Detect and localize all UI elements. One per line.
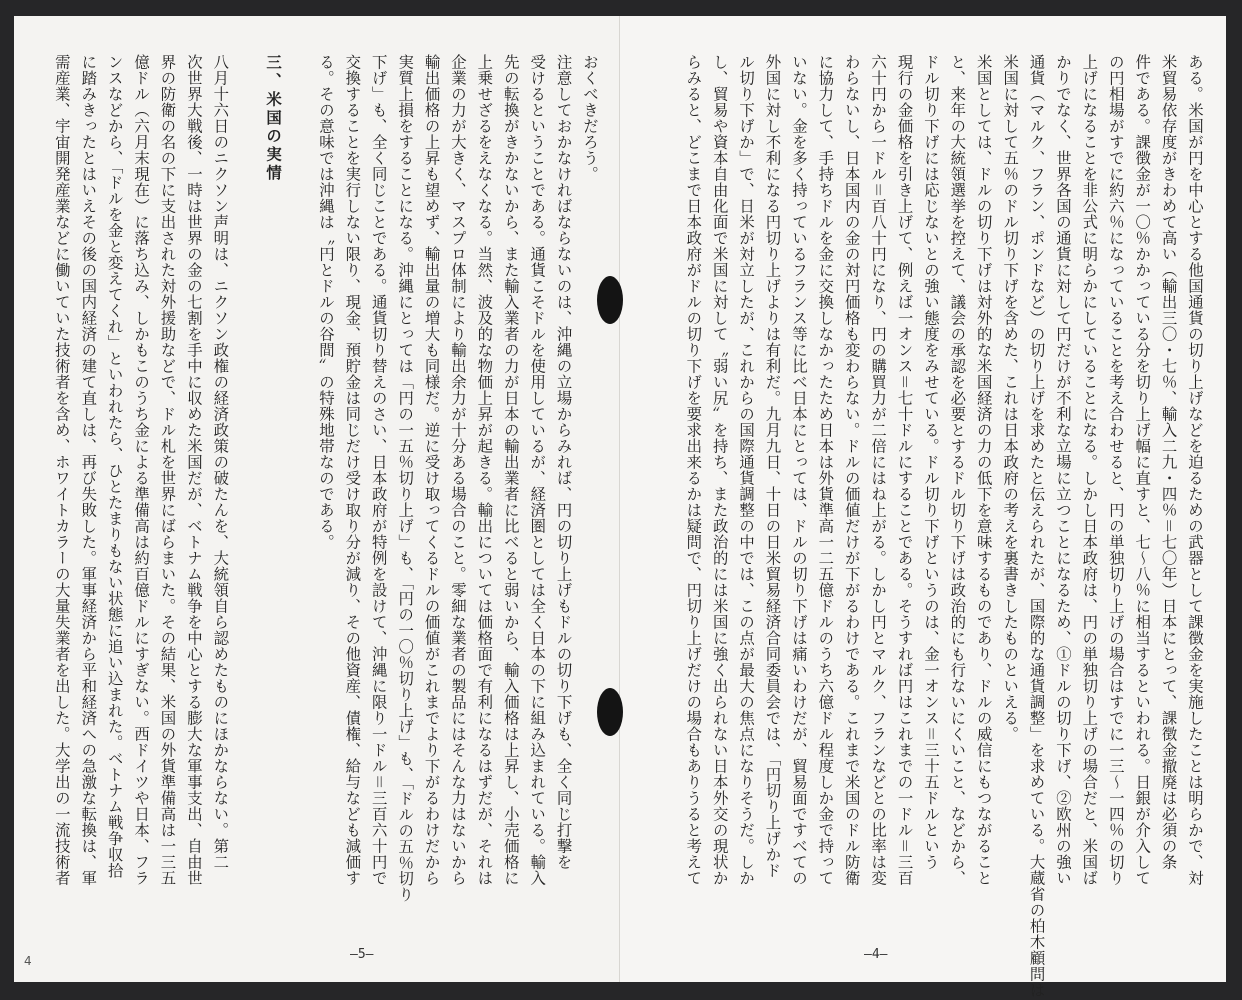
- binding-hole-bottom: [597, 688, 623, 736]
- text-column: に協力して、手持ちドルを金に交換しなかったため日本は外貨準高一二五億ドルのうち六億ドル程度しか金で持って: [816, 54, 835, 886]
- text-column: 上げになることを非公式に明らかにしていることになる。しかし日本政府は、円の単独切り上げの場合だと、米国ば: [1080, 54, 1099, 886]
- text-column: 受けるということである。通貨こそドルを使用しているが、経済圏としては全く日本の下に組み込まれている。輸入: [528, 54, 547, 886]
- text-column: 現行の金価格を引き上げて、例えば一オンス＝七十ドルにすることである。そうすれば円はこれまでの一ドル＝三百: [895, 54, 914, 886]
- text-column: に踏みきったとはいえその後の国内経済の建て直しは、再び失敗した。軍事経済から平和経済への急激な転換は、軍: [79, 54, 98, 886]
- text-column: 八月十六日のニクソン声明は、ニクソン政権の経済政策の破たんを、大統領自ら認めたものにほかならない。第二: [211, 54, 230, 870]
- text-column: らみると、どこまで日本政府がドルの切り下げを要求出来るかは疑問で、円切り上げだけの場合もありうると考えて: [684, 54, 703, 886]
- text-column: 交換することを実行しない限り、現金、預貯金は同じだけ受け取り分が減り、その他資産、債権、給与なども減価す: [343, 54, 362, 886]
- text-column: 米国としては、ドルの切り下げは対外的な米国経済の力の低下を意味するものであり、ドルの威信にもつながること: [974, 54, 993, 886]
- text-column: 億ドル（六月末現在）に落ち込み、しかもこのうち金による準備高は約百億ドルにすぎない。西ドイツや日本、フラ: [132, 54, 151, 886]
- text-column: 外国に対し不利になる円切り上げよりは有利だ。九月九日、十日の日米貿易経済合同委員会では、「円切り上げかド: [763, 54, 782, 879]
- section-heading: 三、米国の実情: [264, 54, 283, 183]
- text-column: 界の防衛の名の下に支出された対外援助などで、ドル札を世界にばらまいた。その結果、米国の外貨準備高は一三五: [158, 54, 177, 886]
- text-column: いない。金を多く持っているフランス等に比べ日本にとっては、ドルの切り下げは痛いわけだが、貿易面ですべての: [789, 54, 808, 886]
- page-5-body-text: [48, 54, 603, 903]
- text-column: 需産業、宇宙開発産業などに働いていた技術者を含め、ホワイトカラーの大量失業者を出した。大学出の一流技術者: [52, 54, 71, 886]
- page-4-body-text: [680, 54, 1208, 998]
- document-spread: [14, 16, 1226, 998]
- text-column: ンスなどから、「ドルを金と変えてくれ」といわれたら、ひとたまりもない状態に追い込まれた。ベトナム戦争収拾: [105, 54, 124, 879]
- text-column: 次世界大戦後、一時は世界の金の七割を手中に収めた米国だが、ベトナム戦争を中心とする膨大な軍事支出、自由世: [184, 54, 203, 886]
- page-number-4: —4—: [864, 947, 888, 962]
- text-column: 輸出価格の上昇も望めず、輸出量の増大も同様だ。逆に受け取ってくるドルの価値がこれまでより下がるわけだから: [422, 54, 441, 886]
- corner-handwritten-mark: 4: [24, 954, 32, 968]
- text-column: し、貿易や資本自由化面で米国に対して〝弱い尻〟を持ち、また政治的には米国に強く出られない日本外交の現状か: [710, 54, 729, 886]
- text-column: [233, 54, 259, 903]
- text-column: る。その意味では沖縄は〝円とドルの谷間〟の特殊地帯なのである。: [316, 54, 335, 550]
- text-column: おくべきだろう。: [581, 54, 599, 182]
- page-5: [14, 16, 620, 982]
- text-column: 六十円から一ドル＝百八十円になり、円の購買力が二倍にはね上がる。しかし円とマルク、フランなどとの比率は変: [869, 54, 888, 886]
- text-column: ドル切り下げには応じないとの強い態度をみせている。ドル切り下げというのは、金一オンス＝三十五ドルという: [921, 54, 940, 870]
- text-column: ル切り下げか」で、日米が対立したが、これからの国際通貨調整の中では、この点が最大の焦点になりそうだ。しか: [737, 54, 756, 886]
- text-column: [286, 54, 312, 903]
- text-column: かりでなく、世界各国の通貨に対して円だけが不利な立場に立つことになるため、①ドルの切り下げ、②欧州の強い: [1053, 54, 1072, 886]
- text-column: の円相場がすでに約六％になっていることを考え合わせると、円の単独切り上げの場合はすでに一三～一四％の切り: [1106, 54, 1125, 886]
- text-column: 米貿易依存度がきわめて高い（輸出三〇・七％、輸入二九・四％＝七〇年）日本にとって、課徴金撤廃は必須の条: [1159, 54, 1178, 870]
- text-column: 実質上損をすることになる。沖縄にとっては「円の一五％切り上げ」も、「円の一〇％切り上げ」も、「ドルの五％切り: [396, 54, 415, 903]
- page-4: [620, 16, 1226, 998]
- text-column: ある。米国が円を中心とする他国通貨の切り上げなどを迫るための武器として課徴金を実施したことは明らかで、対: [1186, 54, 1204, 886]
- page-number-5: —5—: [350, 947, 374, 962]
- text-column: 通貨（マルク、フラン、ポンドなど）の切り上げを求めたと伝えられたが、国際的な通貨調整」を求めている。大蔵省の柏木顧問は: [1027, 54, 1046, 998]
- text-column: 注意しておかなければならないのは、沖縄の立場からみれば、円の切り上げもドルの切り下げも、全く同じ打撃を: [554, 54, 573, 870]
- text-column: 下げ」も、全く同じことである。通貨切り替えのさい、日本政府が特例を設けて、沖縄に限り一ドル＝三百六十円で: [369, 54, 388, 886]
- text-column: 米国に対して五％のドル切り下げを含めた、これは日本政府の考えを裏書きしたものといえる。: [1001, 54, 1020, 742]
- text-column: わらないし、日本国内の金の対円価格も変わらない。ドルの価値だけが下がるわけである。これまで米国のドル防衛: [842, 54, 861, 886]
- binding-hole-top: [597, 276, 623, 324]
- text-column: 上乗せざるをえなくなる。当然、波及的な物価上昇が起きる。輸出については価格面で有利になるはずだが、それは: [475, 54, 494, 886]
- text-column: 先の転換がきかないから、また輸入業者の力が日本の輸出業者に比べると弱いから、輸入価格は上昇し、小売価格に: [501, 54, 520, 886]
- text-column: 件である。課徴金が一〇％かかっている分を切り上げ幅に直すと、七～八％に相当するといわれる。日銀が介入して: [1133, 54, 1152, 886]
- text-column: 企業の力が大きく、マスプロ体制により輸出余力が十分ある場合のこと。零細な業者の製品にはそんな力はないから: [448, 54, 467, 886]
- text-column: と、来年の大統領選挙を控えて、議会の承認を必要とするドル切り下げは政治的にも行ないにくいこと、などから、: [948, 54, 967, 886]
